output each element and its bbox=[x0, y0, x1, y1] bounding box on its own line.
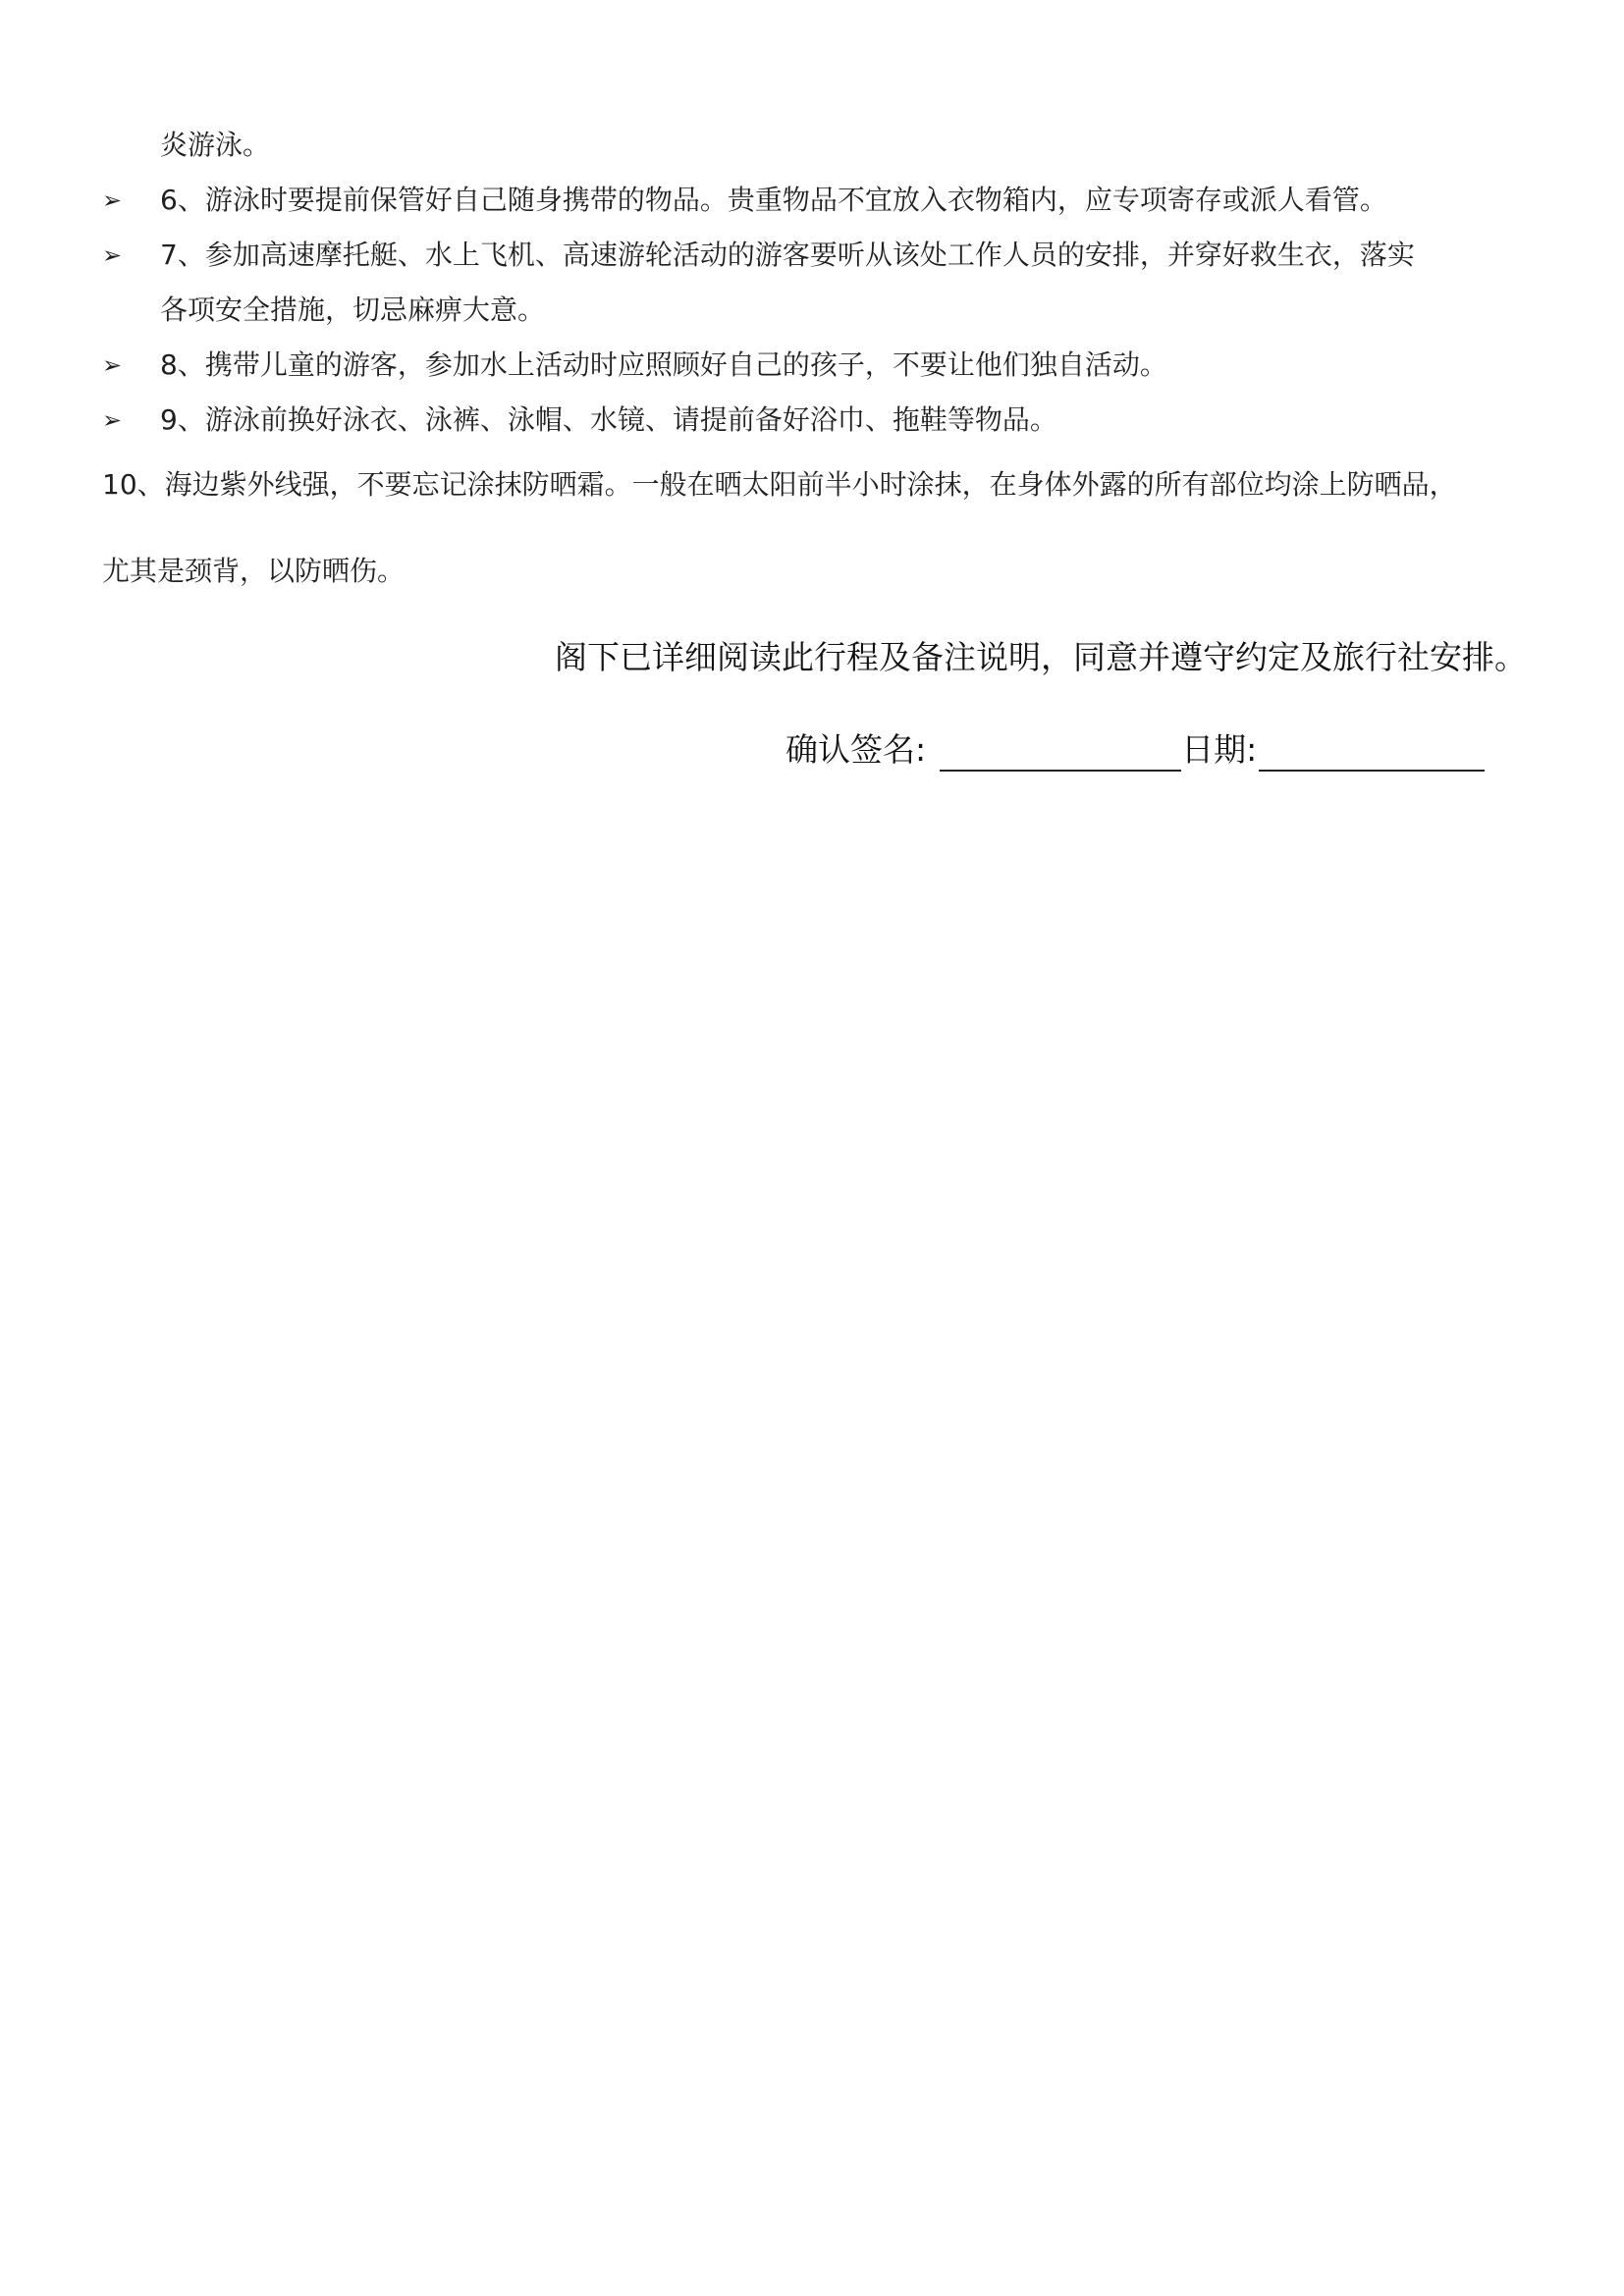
date-label: 日期: bbox=[1181, 730, 1258, 769]
note-item-8: 8、携带儿童的游客，参加水上活动时应照顾好自己的孩子，不要让他们独自活动。 bbox=[160, 348, 1167, 381]
signature-row bbox=[785, 728, 1485, 772]
acknowledgement-statement: 阁下已详细阅读此行程及备注说明，同意并遵守约定及旅行社安排。 bbox=[555, 638, 1527, 676]
bullet-arrow-icon: ➢ bbox=[102, 241, 123, 269]
note-item-10-line-2: 尤其是颈背，以防晒伤。 bbox=[102, 555, 406, 587]
note-item-9: 9、游泳前换好泳衣、泳裤、泳帽、水镜、请提前备好浴巾、拖鞋等物品。 bbox=[160, 403, 1057, 436]
note-item-10-line-1: 10、海边紫外线强，不要忘记涂抹防晒霜。一般在晒太阳前半小时涂抹，在身体外露的所有部位均涂上防晒品， bbox=[102, 468, 1457, 501]
note-item-6: 6、游泳时要提前保管好自己随身携带的物品。贵重物品不宜放入衣物箱内，应专项寄存或派人看管。 bbox=[160, 184, 1387, 216]
signature-field[interactable] bbox=[940, 734, 1181, 772]
note-5-continuation: 炎游泳。 bbox=[160, 129, 271, 161]
signature-label: 确认签名: bbox=[785, 730, 927, 769]
note-item-7-line-1: 7、参加高速摩托艇、水上飞机、高速游轮活动的游客要听从该处工作人员的安排，并穿好救生衣，落实 bbox=[160, 239, 1415, 271]
bullet-arrow-icon: ➢ bbox=[102, 406, 123, 434]
date-field[interactable] bbox=[1259, 734, 1485, 772]
bullet-arrow-icon: ➢ bbox=[102, 187, 123, 214]
bullet-arrow-icon: ➢ bbox=[102, 351, 123, 379]
note-item-7-line-2: 各项安全措施，切忌麻痹大意。 bbox=[160, 294, 546, 326]
